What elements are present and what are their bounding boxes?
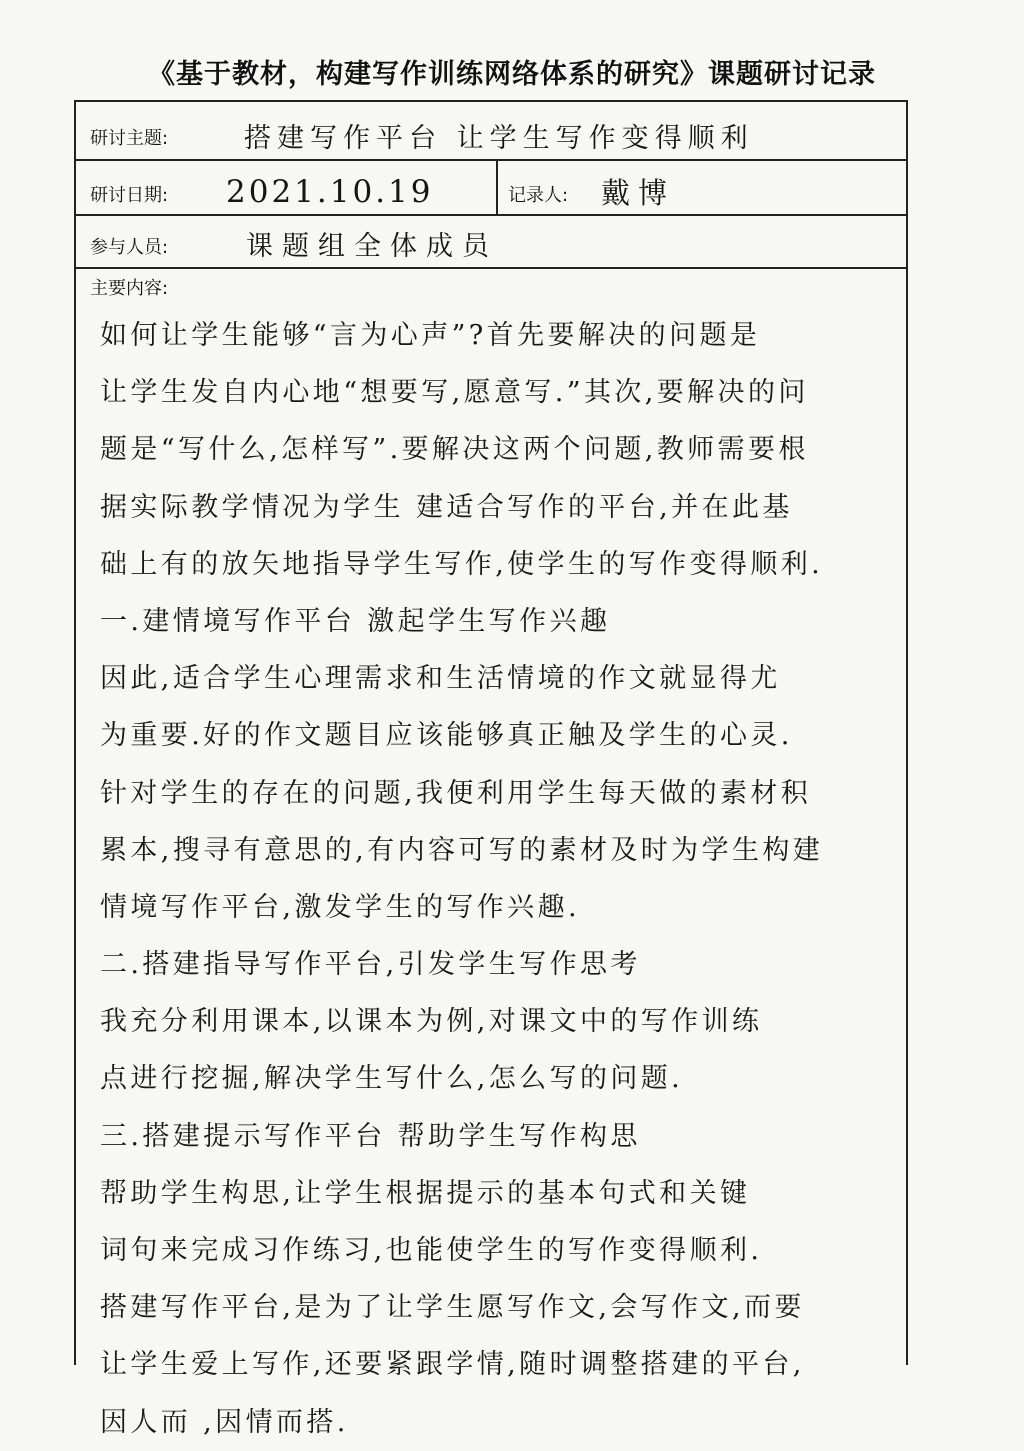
content-line: 点进行挖掘,解决学生写什么,怎么写的问题. xyxy=(100,1063,684,1095)
content-label: 主要内容: xyxy=(90,278,169,299)
recorder-label: 记录人: xyxy=(508,185,569,206)
content-line: 累本,搜寻有意思的,有内容可写的素材及时为学生构建 xyxy=(100,834,824,866)
content-line: 三.搭建提示写作平台 帮助学生写作构思 xyxy=(100,1120,641,1152)
content-line: 词句来完成习作练习,也能使学生的写作变得顺利. xyxy=(100,1235,763,1266)
content-line: 情境写作平台,激发学生的写作兴趣. xyxy=(100,891,580,923)
content-line: 题是“写什么,怎样写”.要解决这两个问题,教师需要根 xyxy=(100,434,809,466)
content-line: 我充分利用课本,以课本为例,对课文中的写作训练 xyxy=(100,1006,763,1038)
content-line: 因人而 ,因情而搭. xyxy=(100,1406,349,1438)
date-label: 研讨日期: xyxy=(90,185,169,206)
participants-label: 参与人员: xyxy=(90,237,169,258)
content-line: 础上有的放矢地指导学生写作,使学生的写作变得顺利. xyxy=(100,548,824,580)
content-line: 针对学生的存在的问题,我便利用学生每天做的素材积 xyxy=(100,777,812,809)
content-line: 让学生爱上写作,还要紧跟学情,随时调整搭建的平台, xyxy=(100,1349,805,1381)
record-form xyxy=(74,100,908,1438)
content-line: 因此,适合学生心理需求和生活情境的作文就显得尤 xyxy=(100,663,781,695)
content-line: 为重要.好的作文题目应该能够真正触及学生的心灵. xyxy=(100,720,793,752)
content-line: 一.建情境写作平台 激起学生写作兴趣 xyxy=(100,605,611,637)
content-line: 如何让学生能够“言为心声”?首先要解决的问题是 xyxy=(100,320,761,351)
recorder-value: 戴博 xyxy=(601,176,676,210)
date-value: 2021.10.19 xyxy=(226,174,434,210)
date-row xyxy=(76,161,906,216)
topic-value: 搭建写作平台 让学生写作变得顺利 xyxy=(244,123,754,154)
content-line: 二.搭建指导写作平台,引发学生写作思考 xyxy=(100,949,641,981)
column-divider xyxy=(496,161,498,214)
content-body xyxy=(100,307,900,1451)
content-line: 据实际教学情况为学生 建适合写作的平台,并在此基 xyxy=(100,491,793,523)
participants-row xyxy=(76,216,906,269)
document-title: 《基于教材，构建写作训练网络体系的研究》课题研讨记录 xyxy=(148,59,876,90)
topic-row xyxy=(76,102,906,161)
participants-value: 课题组全体成员 xyxy=(246,231,498,262)
content-line: 搭建写作平台,是为了让学生愿写作文,会写作文,而要 xyxy=(100,1292,805,1324)
topic-label: 研讨主题: xyxy=(90,128,169,149)
content-line: 帮助学生构思,让学生根据提示的基本句式和关键 xyxy=(100,1177,751,1209)
content-line: 让学生发自内心地“想要写,愿意写.”其次,要解决的问 xyxy=(100,377,809,409)
